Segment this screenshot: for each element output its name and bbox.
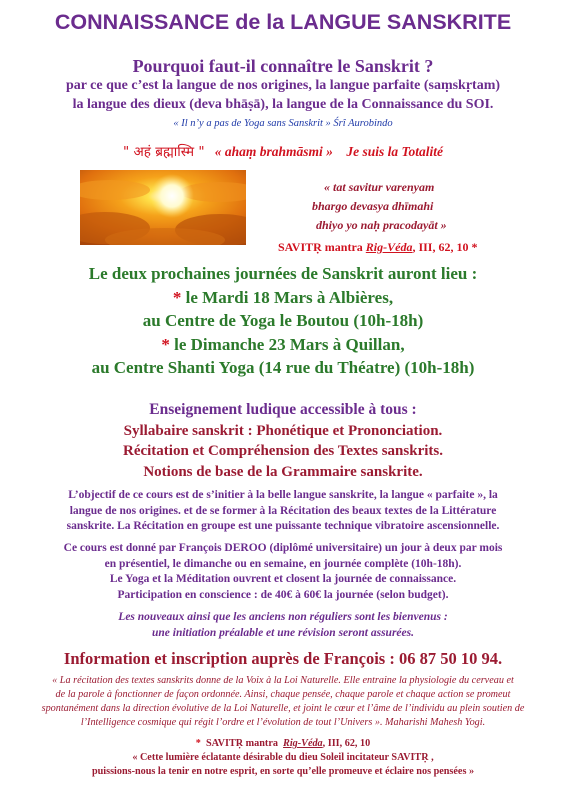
mahavakya-devanagari: " अहं ब्रह्मास्मि ": [122, 144, 205, 160]
quote-line: spontanément dans la direction évolutive de la Loi Naturelle, et joint le cœur et l’âme de l’individu au plein soutien de: [41, 703, 525, 714]
quote-line: « La récitation des textes sanskrits donne de la Voix à la Loi Naturelle. Elle entraine la physiologie du cerveau et: [52, 675, 514, 686]
sun-clouds-image: [80, 170, 246, 245]
paragraph-line: sanskrite. La Récitation en groupe est une puissante technique vibratoire ascensionnelle.: [66, 520, 500, 533]
mantra-line-1: « tat savitur varenyam: [324, 180, 435, 194]
footnote-line-1: « Cette lumière éclatante désirable du dieu Soleil incitateur SAVITṚ ,: [132, 752, 434, 763]
footnote-ref: , III, 62, 10: [322, 738, 371, 749]
mantra-source: [278, 238, 548, 257]
teaching-item-1: Syllabaire sanskrit : Phonétique et Prononciation.: [123, 422, 443, 439]
footnote-book: Rig-Véda: [283, 738, 323, 749]
teaching-list: [0, 400, 566, 482]
announcement-venue-2: au Centre Shanti Yoga (14 rue du Théatre) (10h-18h): [91, 358, 475, 378]
maharishi-quote: [0, 674, 566, 730]
paragraph-line: langue de nos origines. et de se former à la Récitation des beaux textes de la Littérature: [69, 504, 497, 517]
contact-info: Information et inscription auprès de François : 06 87 50 10 94.: [63, 649, 503, 668]
paragraph-line: en présentiel, le dimanche ou en semaine, en journée complète (10h-18h).: [104, 557, 462, 570]
announcement-venue-1: au Centre de Yoga le Boutou (10h-18h): [142, 311, 424, 331]
intro-line-1: par ce que c’est la langue de nos origines, la langue parfaite (saṃskṛtam): [65, 78, 501, 93]
subtitle: Pourquoi faut-il connaître le Sanskrit ?: [132, 56, 434, 76]
paragraph-line: une initiation préalable et une révision seront assurées.: [152, 626, 414, 639]
mahavakya-translation: Je suis la Totalité: [346, 144, 444, 159]
paragraph-welcome: [0, 610, 566, 641]
paragraph-line: Les nouveaux ainsi que les anciens non réguliers sont les bienvenus :: [118, 611, 448, 623]
paragraph-line: Participation en conscience : de 40€ à 60€ la journée (selon budget).: [117, 588, 449, 601]
footnote-star: *: [195, 738, 201, 749]
aurobindo-quote: « Il n’y a pas de Yoga sans Sanskrit » Śrî Aurobindo: [173, 118, 393, 129]
quote-line: de la parole à fonctionner de façon ordonnée. Ainsi, chaque pensée, chaque parole et chaque action se promeut: [55, 689, 511, 700]
footnote-source: [0, 738, 566, 749]
footnote-translation: [0, 751, 566, 779]
mantra-source-ref: , III, 62, 10 *: [412, 240, 478, 254]
footnote-prefix: SAVITṚ mantra: [200, 738, 284, 749]
mahavakya-transliteration: « ahaṃ brahmāsmi »: [214, 144, 333, 159]
announcement-date-1: * le Mardi 18 Mars à Albières,: [172, 287, 394, 307]
quote-line: l’Intelligence cosmique qui régit l’ordre et l’évolution de tout l’Univers ». Maharishi Mahesh Yogi.: [80, 717, 486, 728]
paragraph-course: [0, 541, 566, 603]
paragraph-objective: [0, 488, 566, 535]
announcement-heading: Le deux prochaines journées de Sanskrit auront lieu :: [88, 264, 478, 283]
teaching-item-2: Récitation et Compréhension des Textes sanskrits.: [122, 443, 443, 459]
intro-line-2: la langue des dieux (deva bhāṣā), la langue de la Connaissance du SOI.: [72, 97, 494, 112]
gayatri-mantra: [278, 178, 548, 257]
mahavakya: [0, 142, 566, 160]
paragraph-line: Ce cours est donné par François DEROO (diplômé universitaire) un jour à deux par mois: [63, 542, 503, 554]
mantra-line-2: bhargo devasya dhīmahi: [312, 199, 434, 213]
paragraph-line: Le Yoga et la Méditation ouvrent et closent la journée de connaissance.: [109, 573, 457, 586]
announcement-date-2: * le Dimanche 23 Mars à Quillan,: [161, 334, 405, 354]
paragraph-line: L’objectif de ce cours est de s’initier à la belle langue sanskrite, la langue « parfaite », la: [68, 489, 498, 501]
footnote-line-2: puissions-nous la tenir en notre esprit, en sorte qu’elle promeuve et éclaire nos pensées »: [91, 766, 475, 777]
teaching-heading: Enseignement ludique accessible à tous :: [149, 401, 417, 418]
page-title: CONNAISSANCE de la LANGUE SANSKRITE: [54, 10, 512, 34]
teaching-item-3: Notions de base de la Grammaire sanskrite.: [143, 463, 423, 480]
mantra-source-book: Rig-Véda: [365, 240, 413, 254]
announcement: [0, 262, 566, 380]
mantra-line-3: dhiyo yo naḥ pracodayāt »: [316, 218, 447, 232]
mantra-source-prefix: SAVITṚ mantra: [278, 240, 366, 254]
